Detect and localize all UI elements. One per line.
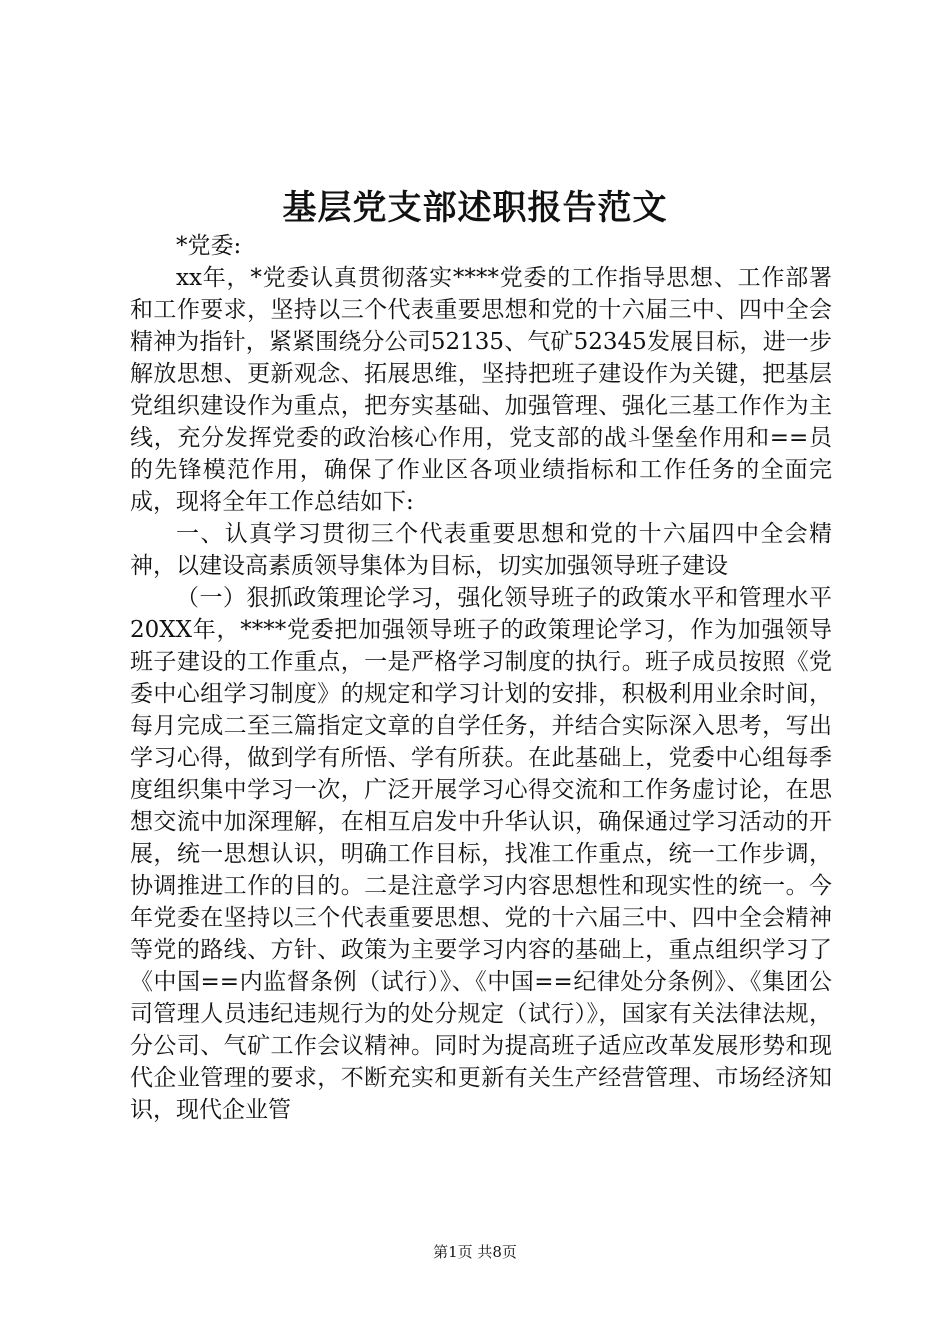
salutation-paragraph: *党委: [176,233,242,259]
subsection-paragraph: （一）狠抓政策理论学习，强化领导班子的政策水平和管理水平20XX年，****党委把加强领导班子的政策理论学习，作为加强领导班子建设的工作重点，一是严格学习制度的执行。班子成员按照《党委中心组学习制度》的规定和学习计划的安排，积极利用业余时间，每月完成二至三篇指定文章的自学任务，并结合实际深入思考，写出学习心得，做到学有所悟、学有所获。在此基础上，党委中心组每季度组织集中学习一次，广泛开展学习心得交流和工作务虚讨论，在思想交流中加深理解，在相互启发中升华认识，确保通过学习活动的开展，统一思想认识，明确工作目标，找准工作重点，统一工作步调，协调推进工作的目的。二是注意学习内容思想性和现实性的统一。今年党委在坚持以三个代表重要思想、党的十六届三中、四中全会精神等党的路线、方针、政策为主要学习内容的基础上，重点组织学习了《中国==内监督条例（试行）》、《中国==纪律处分条例》、《集团公司管理人员违纪违规行为的处分规定（试行）》，国家有关法律法规，分公司、气矿工作会议精神。同时为提高班子适应改革发展形势和现代企业管理的要求，不断充实和更新有关生产经营管理、市场经济知识，现代企业管 [130,585,832,1123]
section-heading-paragraph: 一、认真学习贯彻三个代表重要思想和党的十六届四中全会精神，以建设高素质领导集体为目标，切实加强领导班子建设 [130,521,832,579]
intro-paragraph: xx年，*党委认真贯彻落实****党委的工作指导思想、工作部署和工作要求，坚持以三个代表重要思想和党的十六届三中、四中全会精神为指针，紧紧围绕分公司52135、气矿52345发展目标，进一步解放思想、更新观念、拓展思维，坚持把班子建设作为关键，把基层党组织建设作为重点，把夯实基础、加强管理、强化三基工作作为主线，充分发挥党委的政治核心作用，党支部的战斗堡垒作用和==员的先锋模范作用，确保了作业区各项业绩指标和工作任务的全面完成，现将全年工作总结如下: [130,265,832,515]
document-body [130,230,832,1126]
page-number-footer: 第1页 共8页 [433,1243,517,1261]
document-title: 基层党支部述职报告范文 [282,188,668,228]
